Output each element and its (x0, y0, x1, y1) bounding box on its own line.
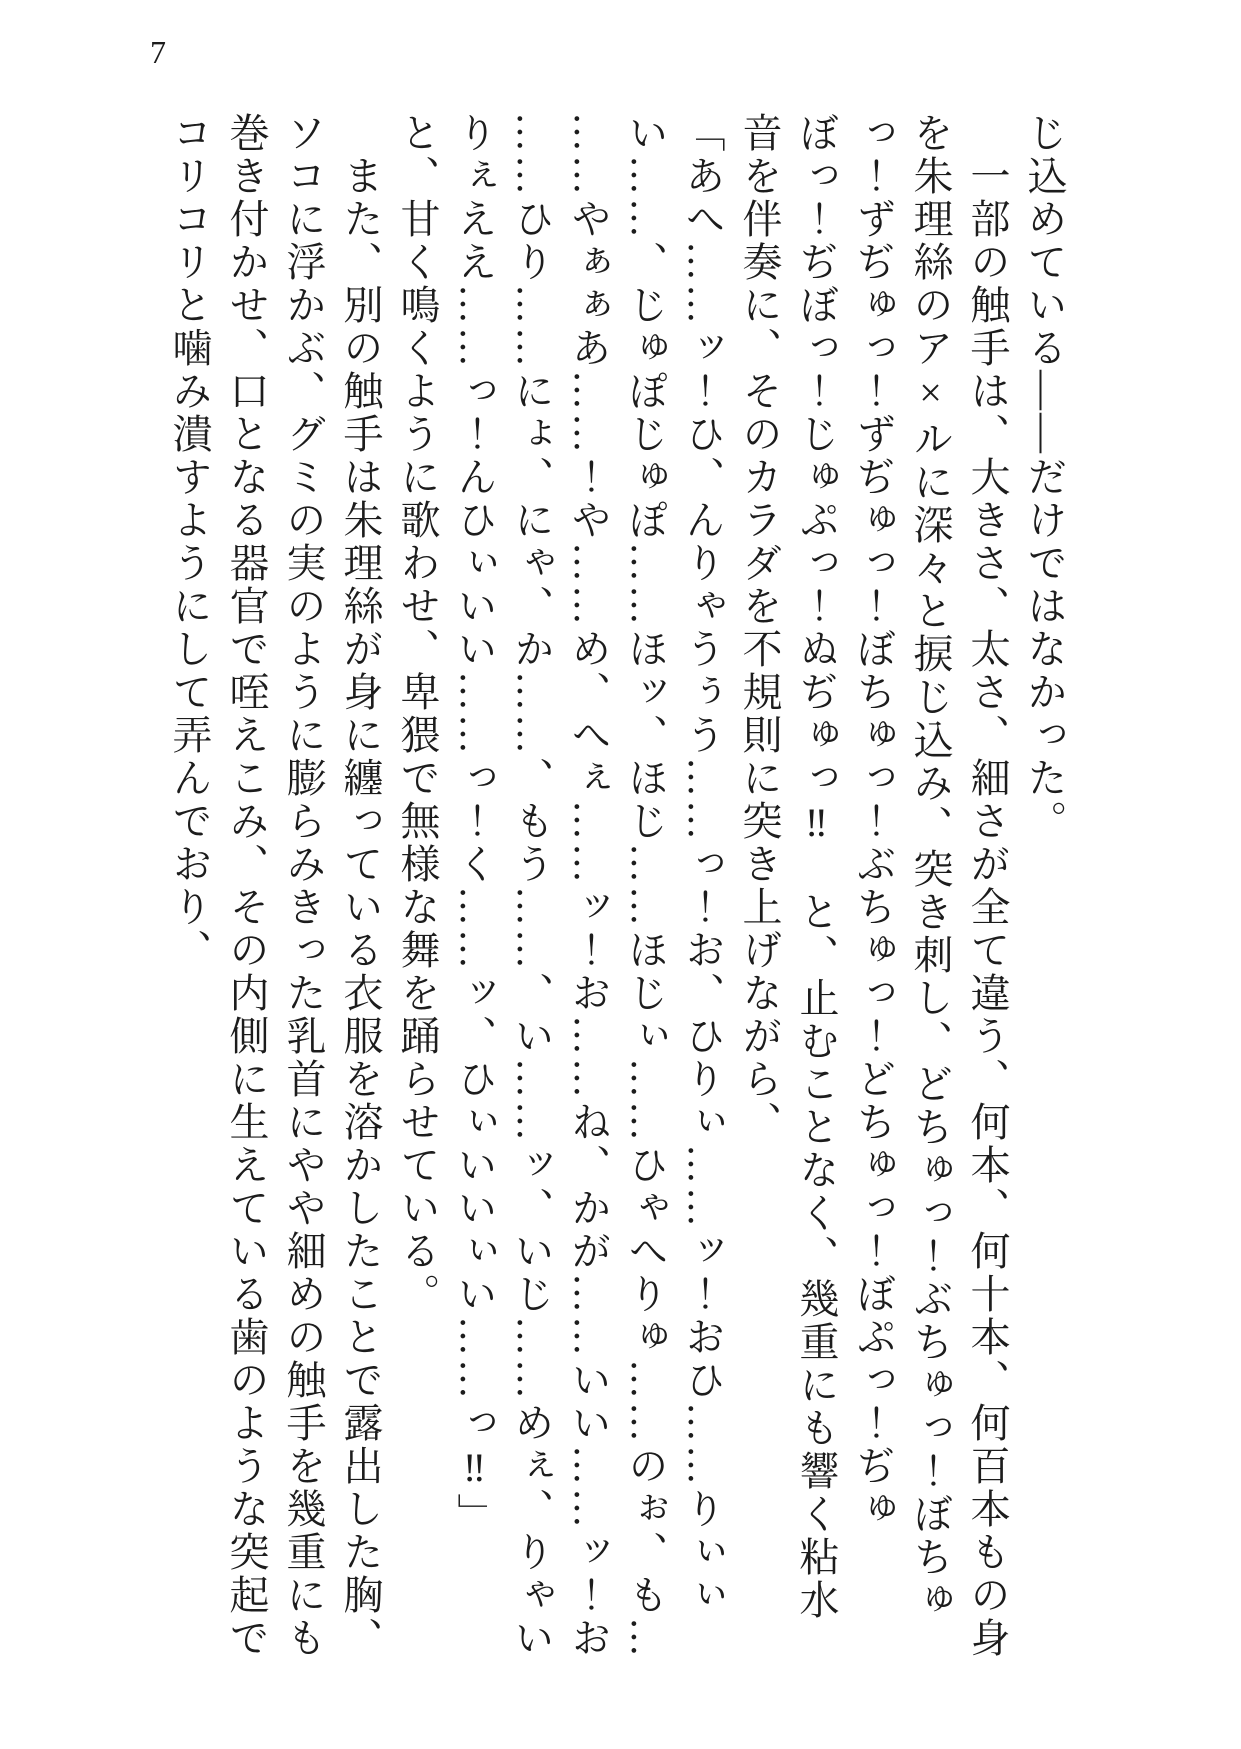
text-column: また、別の触手は朱理絲が身に纏っている衣服を溶かしたことで露出した胸、 (338, 112, 383, 1660)
text-column: 音を伴奏に、そのカラダを不規則に突き上げながら、 (737, 112, 782, 1144)
text-column: 「あへ……ッ！ひ、んりゃうぅう……っ！お、ひりぃ……ッ！おひ……りぃぃ (680, 112, 725, 1617)
text-column: ……ひり……にょ、にゃ、か……、もう……、い……ッ、いじ……めぇ、りゃい (509, 112, 554, 1660)
text-column: ソコに浮かぶ、グミの実のように膨らみきった乳首にやや細めの触手を幾重にも (281, 112, 326, 1660)
vertical-text-block (161, 112, 1073, 1674)
text-column: じ込めている――だけではなかった。 (1022, 112, 1067, 843)
text-column: 巻き付かせ、口となる器官で咥えこみ、その内側に生えている歯のような突起で (224, 112, 269, 1660)
text-column: と、甘く鳴くように歌わせ、卑猥で無様な舞を踊らせている。 (395, 112, 440, 1316)
text-column: い……、じゅぽじゅぽ……ほッ、ほじ……ほじぃ……ひゃへりゅ……のぉ、も… (623, 112, 668, 1660)
text-column: りぇええ……っ！んひぃいい……っ！く……ッ、ひぃいいぃい……っ‼」 (452, 112, 497, 1536)
text-column: を朱理絲のア×ルに深々と捩じ込み、突き刺し、どちゅっ！ぶちゅっ！ぼちゅ (908, 112, 953, 1622)
text-column: っ！ずぢゅっ！ずぢゅっ！ぼちゅっ！ぶちゅっ！どちゅっ！ぼぷっ！ぢゅ (851, 112, 896, 1531)
text-column: コリコリと噛み潰すようにして弄んでおり、 (167, 112, 212, 972)
text-column: 一部の触手は、大きさ、太さ、細さが全て違う、何本、何十本、何百本もの身 (965, 112, 1010, 1660)
page-number: 7 (150, 34, 166, 70)
text-column: ……やぁぁあ……！や……め、へぇ……ッ！お……ね、かが……いい……ッ！お (566, 112, 611, 1660)
text-column: ぼっ！ぢぼっ！じゅぷっ！ぬぢゅっ‼ と、止むことなく、幾重にも響く粘水 (794, 112, 839, 1622)
